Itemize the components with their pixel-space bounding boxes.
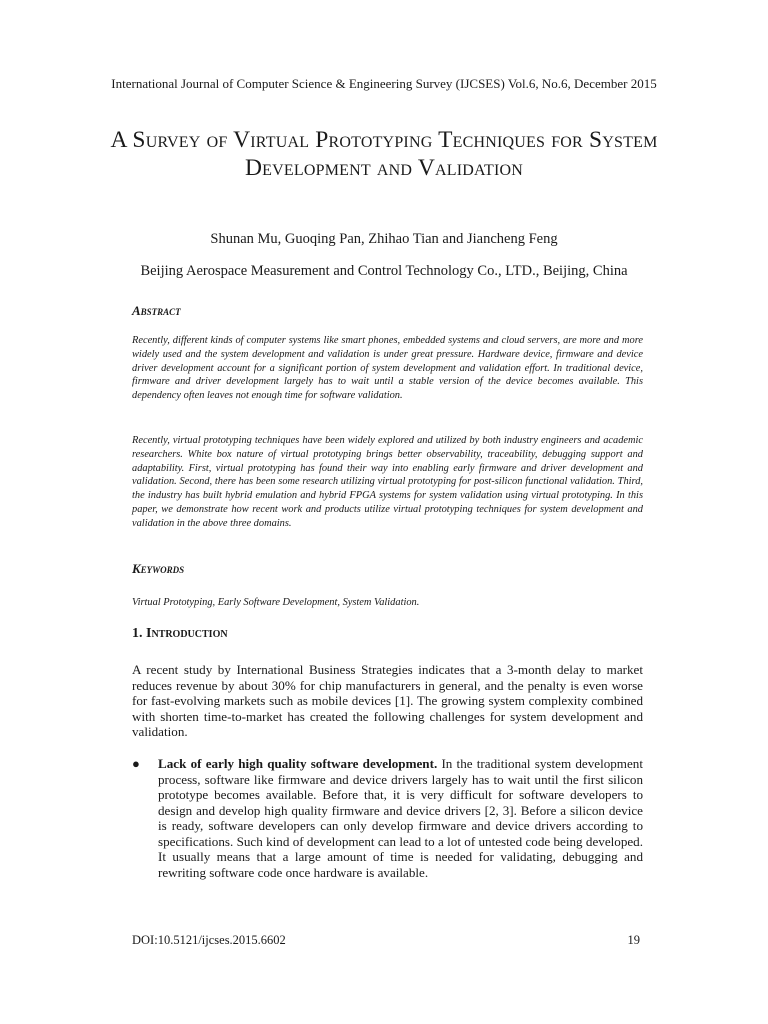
running-header: International Journal of Computer Science & Engineering Survey (IJCSES) Vol.6, No.6, December 2015	[111, 76, 657, 91]
bullet-lead: Lack of early high quality software development.	[158, 756, 438, 771]
footer-doi: DOI:10.5121/ijcses.2015.6602	[132, 933, 286, 947]
abstract-heading: Abstract	[132, 303, 181, 318]
bullet-icon: ●	[132, 756, 140, 771]
author-affiliation: Beijing Aerospace Measurement and Control Technology Co., LTD., Beijing, China	[140, 263, 628, 279]
paper-title: A Survey of Virtual Prototyping Techniques for System Development and Validation	[110, 127, 658, 181]
page-number: 19	[627, 933, 640, 947]
keywords-text: Virtual Prototyping, Early Software Development, System Validation.	[132, 597, 420, 608]
introduction-heading: 1. Introduction	[132, 626, 228, 641]
introduction-paragraph: A recent study by International Business Strategies indicates that a 3-month delay to market reduces revenue by about 30% for chip manufacturers in general, and the penalty is even worse for fast-evolving markets such as mobile devices [1]. The growing system complexity combined with shorten time-to-market has created the following challenges for system development and validation.	[132, 662, 643, 739]
bullet-body	[158, 756, 643, 880]
author-list: Shunan Mu, Guoqing Pan, Zhihao Tian and Jiancheng Feng	[210, 231, 558, 247]
abstract-paragraph-2: Recently, virtual prototyping techniques have been widely explored and utilized by both industry engineers and academic researchers. White box nature of virtual prototyping brings better observability, traceability, debugging support and adaptability. First, virtual prototyping has found their way into enabling early firmware and driver development and validation. Second, there has been some research utilizing virtual prototyping for post-silicon functional validation. Third, the industry has built hybrid emulation and hybrid FPGA systems for system validation using virtual prototyping. In this paper, we demonstrate how recent work and products utilize virtual prototyping techniques for system development and validation in the above three domains.	[132, 435, 643, 529]
keywords-heading: Keywords	[132, 561, 185, 576]
bullet-text: In the traditional system development process, software like firmware and device drivers largely has to wait until the first silicon prototype becomes available. Before that, it is very difficult for software developers to design and develop high quality firmware and device drivers [2, 3]. Before a silicon device is ready, software developers can only develop firmware and device drivers according to specifications. Such kind of development can lead to a lot of untested code being developed. It usually means that a large amount of time is needed for validating, debugging and rewriting software code once hardware is available.	[158, 756, 643, 880]
abstract-paragraph-1: Recently, different kinds of computer systems like smart phones, embedded systems and cloud servers, are more and more widely used and the system development and validation is under great pressure. Hardware device, firmware and device driver development account for a significant portion of system development and validation effort. In traditional device, firmware and driver development largely has to wait until a stable version of the device becomes available. This dependency often leaves not enough time for software validation.	[132, 335, 643, 402]
